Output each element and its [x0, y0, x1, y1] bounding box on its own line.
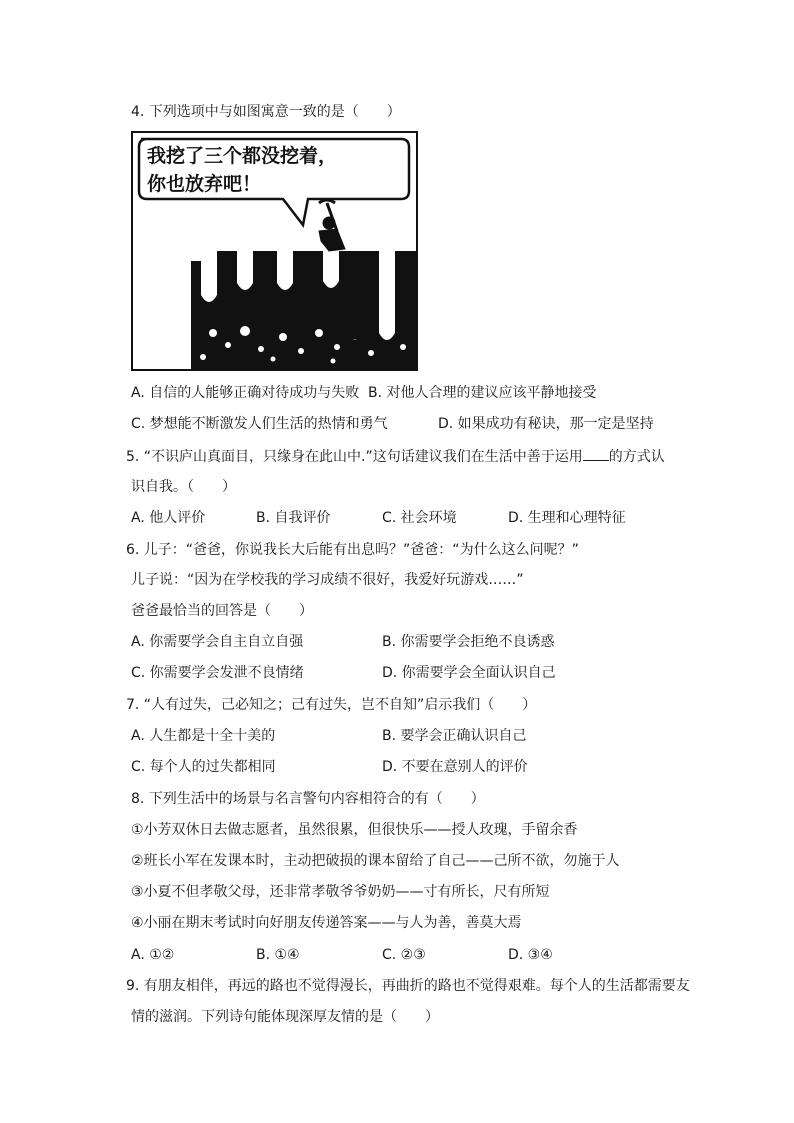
bubble-line-2: 你也放弃吧！: [147, 173, 262, 195]
bubble-line-1: 我挖了三个都没挖着，: [147, 145, 338, 167]
q7-option-c: C. 每个人的过失都相同: [131, 759, 276, 775]
q6-stem-line-1: 6. 儿子：“爸爸，你说我长大后能有出息吗？”爸爸：“为什么这么问呢？”: [126, 542, 579, 558]
q6-stem-line-3: 爸爸最恰当的回答是（ ）: [131, 603, 313, 619]
q8-option-b: B. ①④: [256, 947, 300, 963]
q4-option-b: B. 对他人合理的建议应该平静地接受: [368, 385, 597, 401]
q9-stem-line-1: 9. 有朋友相伴，再远的路也不觉得漫长，再曲折的路也不觉得艰难。每个人的生活都需要友: [126, 978, 690, 994]
q6-option-a: A. 你需要学会自主自立自强: [131, 634, 304, 650]
q8-option-a: A. ①②: [131, 947, 175, 963]
q6-option-b: B. 你需要学会拒绝不良诱惑: [382, 634, 555, 650]
q4-option-c: C. 梦想能不断激发人们生活的热情和勇气: [131, 416, 388, 432]
q6-option-d: D. 你需要学会全面认识自己: [382, 665, 556, 681]
q5-option-a: A. 他人评价: [131, 510, 206, 526]
q4-stem: 4. 下列选项中与如图寓意一致的是（ ）: [131, 104, 401, 120]
q8-item-1: ①小芳双休日去做志愿者，虽然很累，但很快乐——授人玫瑰，手留余香: [131, 822, 578, 838]
q6-stem-line-2: 儿子说：“因为在学校我的学习成绩不很好，我爱好玩游戏……”: [131, 572, 524, 588]
q8-stem: 8. 下列生活中的场景与名言警句内容相符合的有（ ）: [131, 791, 485, 807]
cartoon-figure: [131, 131, 418, 371]
q7-option-d: D. 不要在意别人的评价: [382, 759, 528, 775]
q8-option-d: D. ③④: [508, 947, 553, 963]
q8-item-3: ③小夏不但孝敬父母，还非常孝敬爷爷奶奶——寸有所长，尺有所短: [131, 884, 550, 900]
q6-option-c: C. 你需要学会发泄不良情绪: [131, 665, 304, 681]
q9-stem-line-2: 情的滋润。下列诗句能体现深厚友情的是（ ）: [131, 1009, 439, 1025]
q5-stem-line-1: [126, 446, 665, 467]
q8-item-2: ②班长小军在发课本时，主动把破损的课本留给了自己——己所不欲，勿施于人: [131, 853, 620, 869]
q7-stem: 7. “人有过失，己必知之；己有过失，岂不自知”启示我们（ ）: [126, 697, 537, 713]
q5-stem-before: 5. “不识庐山真面目，只缘身在此山中.”这句话建议我们在生活中善于运用: [126, 449, 583, 465]
q4-option-d: D. 如果成功有秘诀，那一定是坚持: [438, 416, 654, 432]
q5-option-b: B. 自我评价: [256, 510, 331, 526]
q4-option-a: A. 自信的人能够正确对待成功与失败: [131, 385, 360, 401]
q5-option-d: D. 生理和心理特征: [508, 510, 626, 526]
q7-option-b: B. 要学会正确认识自己: [382, 728, 527, 744]
q5-option-c: C. 社会环境: [382, 510, 457, 526]
q5-answer-blank: [583, 446, 609, 461]
q7-option-a: A. 人生都是十全十美的: [131, 728, 276, 744]
q8-option-c: C. ②③: [382, 947, 426, 963]
q8-item-4: ④小丽在期末考试时向好朋友传递答案——与人为善，善莫大焉: [131, 915, 522, 931]
q5-stem-after: 的方式认: [608, 449, 665, 465]
digger-on-top: [319, 200, 345, 251]
cartoon-illustration: [133, 133, 416, 369]
q5-stem-line-2: 识自我。（ ）: [131, 479, 236, 495]
